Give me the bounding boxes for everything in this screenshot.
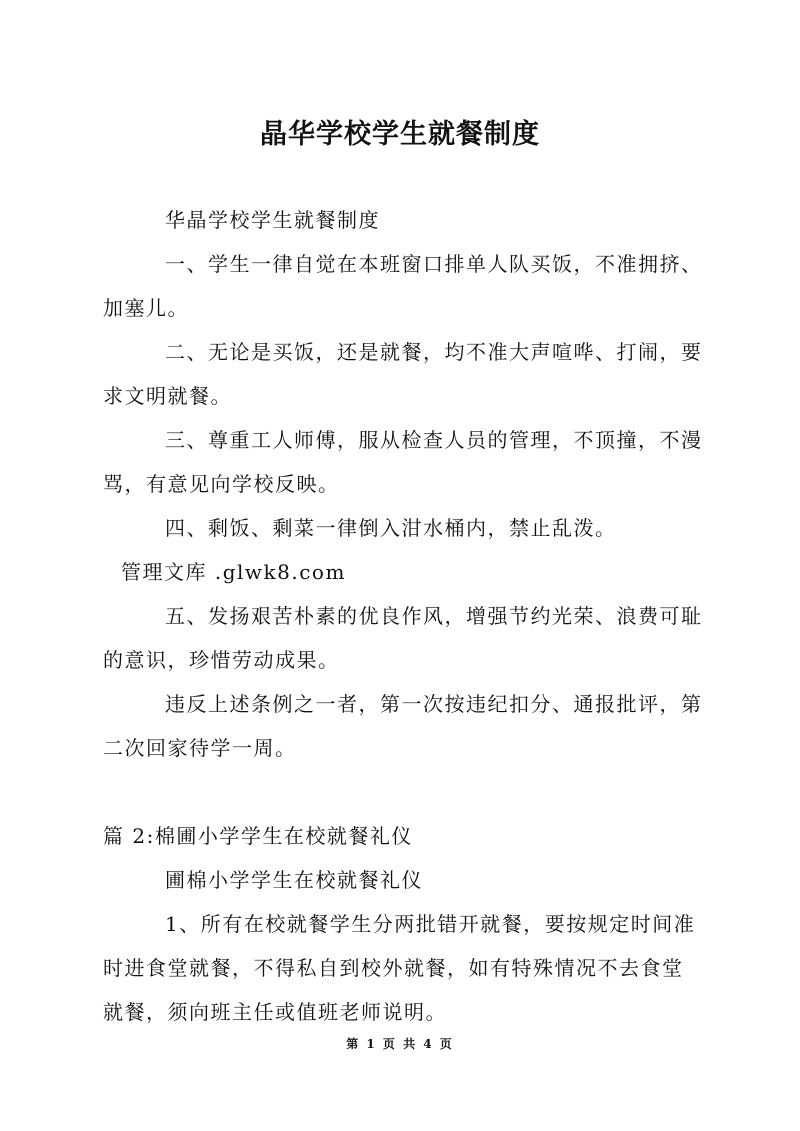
- section-heading: 篇 2:棉圃小学学生在校就餐礼仪: [103, 824, 413, 848]
- paragraph-source-note: 管理文库 .glwk8.com: [121, 560, 346, 584]
- section-gap: [103, 770, 703, 814]
- paragraph-penalty: 违反上述条例之一者，第一次按违纪扣分、通报批评，第二次回家待学一周。: [103, 692, 703, 760]
- document-title: 晶华学校学生就餐制度: [260, 119, 540, 150]
- paragraph-rule-1: 一、学生一律自觉在本班窗口排单人队买饭，不准拥挤、加塞儿。: [103, 252, 703, 320]
- document-body: [103, 198, 703, 1034]
- paragraph-etiquette-1: 1、所有在校就餐学生分两批错开就餐，要按规定时间准时进食堂就餐，不得私自到校外就餐，如有特殊情况不去食堂就餐，须向班主任或值班老师说明。: [103, 912, 696, 1024]
- paragraph-rule-5: 五、发扬艰苦朴素的优良作风，增强节约光荣、浪费可耻的意识，珍惜劳动成果。: [103, 604, 703, 672]
- paragraph-rule-4: 四、剩饭、剩菜一律倒入泔水桶内，禁止乱泼。: [165, 516, 617, 540]
- paragraph-rule-3: 三、尊重工人师傅，服从检查人员的管理，不顶撞，不漫骂，有意见向学校反映。: [103, 428, 703, 496]
- paragraph-subtitle: 华晶学校学生就餐制度: [165, 208, 380, 232]
- paragraph-section-title: 圃棉小学学生在校就餐礼仪: [165, 868, 423, 892]
- page-footer: 第 1 页 共 4 页: [346, 1037, 454, 1051]
- paragraph-rule-2: 二、无论是买饭，还是就餐，均不准大声喧哗、打闹，要求文明就餐。: [103, 340, 703, 408]
